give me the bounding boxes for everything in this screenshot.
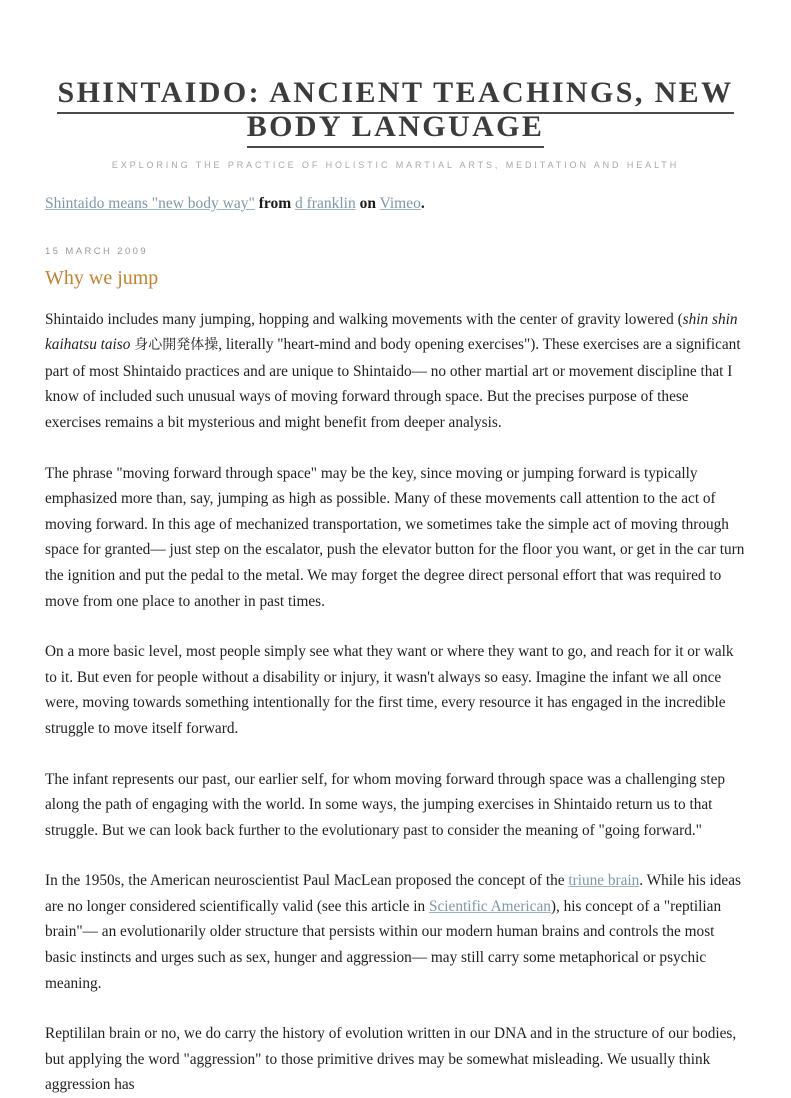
- site-title: [6, 76, 786, 144]
- intro-on-word: on: [359, 195, 376, 212]
- site-title-text: SHINTAIDO: ANCIENT TEACHINGS, NEW BODY LANGUAGE: [57, 76, 733, 148]
- intro-from-word: from: [258, 195, 292, 212]
- video-author-link[interactable]: d franklin: [295, 195, 356, 212]
- paragraph-1: [45, 307, 746, 436]
- post-title[interactable]: Why we jump: [45, 267, 159, 289]
- p5-part-b: . While his ideas are no longer considered scientifically valid (see this article in: [45, 872, 741, 915]
- p1-japanese-term: 身心開発体操: [134, 337, 219, 354]
- paragraph-3: On a more basic level, most people simply see what they want or where they want to go, and reach for it or walk to it. But even for people without a disability or injury, it wasn't always so easy. Imagine the infant we all once were, moving towards something intentionally for the first time, every resource it has engaged in the incredible struggle to move itself forward.: [45, 643, 734, 737]
- paragraph-6: Reptililan brain or no, we do carry the history of evolution written in our DNA and in the structure of our bodies, but applying the word "aggression" to those primitive drives may be somewhat misleading. We usually think aggression has: [45, 1025, 737, 1094]
- paragraph-4: The infant represents our past, our earlier self, for whom moving forward through space was a challenging step along the path of engaging with the world. In some ways, the jumping exercises in Shintaido return us to that struggle. But we can look back further to the evolutionary past to consider the meaning of "going forward.": [45, 770, 726, 839]
- post-date: 15 MARCH 2009: [45, 246, 149, 257]
- video-platform-link[interactable]: Vimeo: [379, 195, 421, 212]
- video-title-link[interactable]: Shintaido means "new body way": [45, 195, 255, 212]
- p1-romanization: shin shin kaihatsu taiso: [45, 310, 738, 354]
- content-area: [0, 194, 791, 1098]
- scientific-american-link[interactable]: Scientific American: [428, 897, 551, 915]
- paragraph-5: [45, 868, 746, 996]
- p1-part-b: , literally "heart-mind and body opening exercises"). These exercises are a significant part of most Shintaido practices and are unique to Shintaido— no other martial art or movement discipline that I know of included such unusual ways of moving forward through space. But the precises purpose of these exercises remains a bit mysterious and might benefit from deeper analysis.: [45, 336, 741, 431]
- post-body: [45, 307, 746, 1098]
- p1-part-a: Shintaido includes many jumping, hopping and walking movements with the center of gravity lowered (: [45, 310, 683, 328]
- p5-part-c: ), his concept of a "reptilian brain"— an evolutionarily older structure that persists within our modern human brains and controls the most basic instincts and urges such as sex, hunger and aggression— may still carry some metaphorical or psychic meaning.: [45, 897, 722, 992]
- paragraph-2: The phrase "moving forward through space" may be the key, since moving or jumping forward is typically emphasized more than, say, jumping as high as possible. Many of these movements call attention to the act of moving forward. In this age of mechanized transportation, we sometimes take the simple act of moving through space for granted— just step on the escalator, push the elevator button for the floor you want, or get in the car turn the ignition and put the pedal to the metal. We may forget the degree direct personal effort that was required to move from one place to another in past times.: [45, 464, 745, 610]
- intro-video-credit: [45, 194, 746, 214]
- triune-brain-link[interactable]: triune brain: [568, 872, 640, 890]
- site-masthead: [0, 0, 791, 170]
- p5-part-a: In the 1950s, the American neuroscientist Paul MacLean proposed the concept of the: [45, 872, 569, 890]
- intro-period: .: [420, 195, 425, 212]
- site-tagline: EXPLORING THE PRACTICE OF HOLISTIC MARTIAL ARTS, MEDITATION AND HEALTH: [111, 160, 680, 170]
